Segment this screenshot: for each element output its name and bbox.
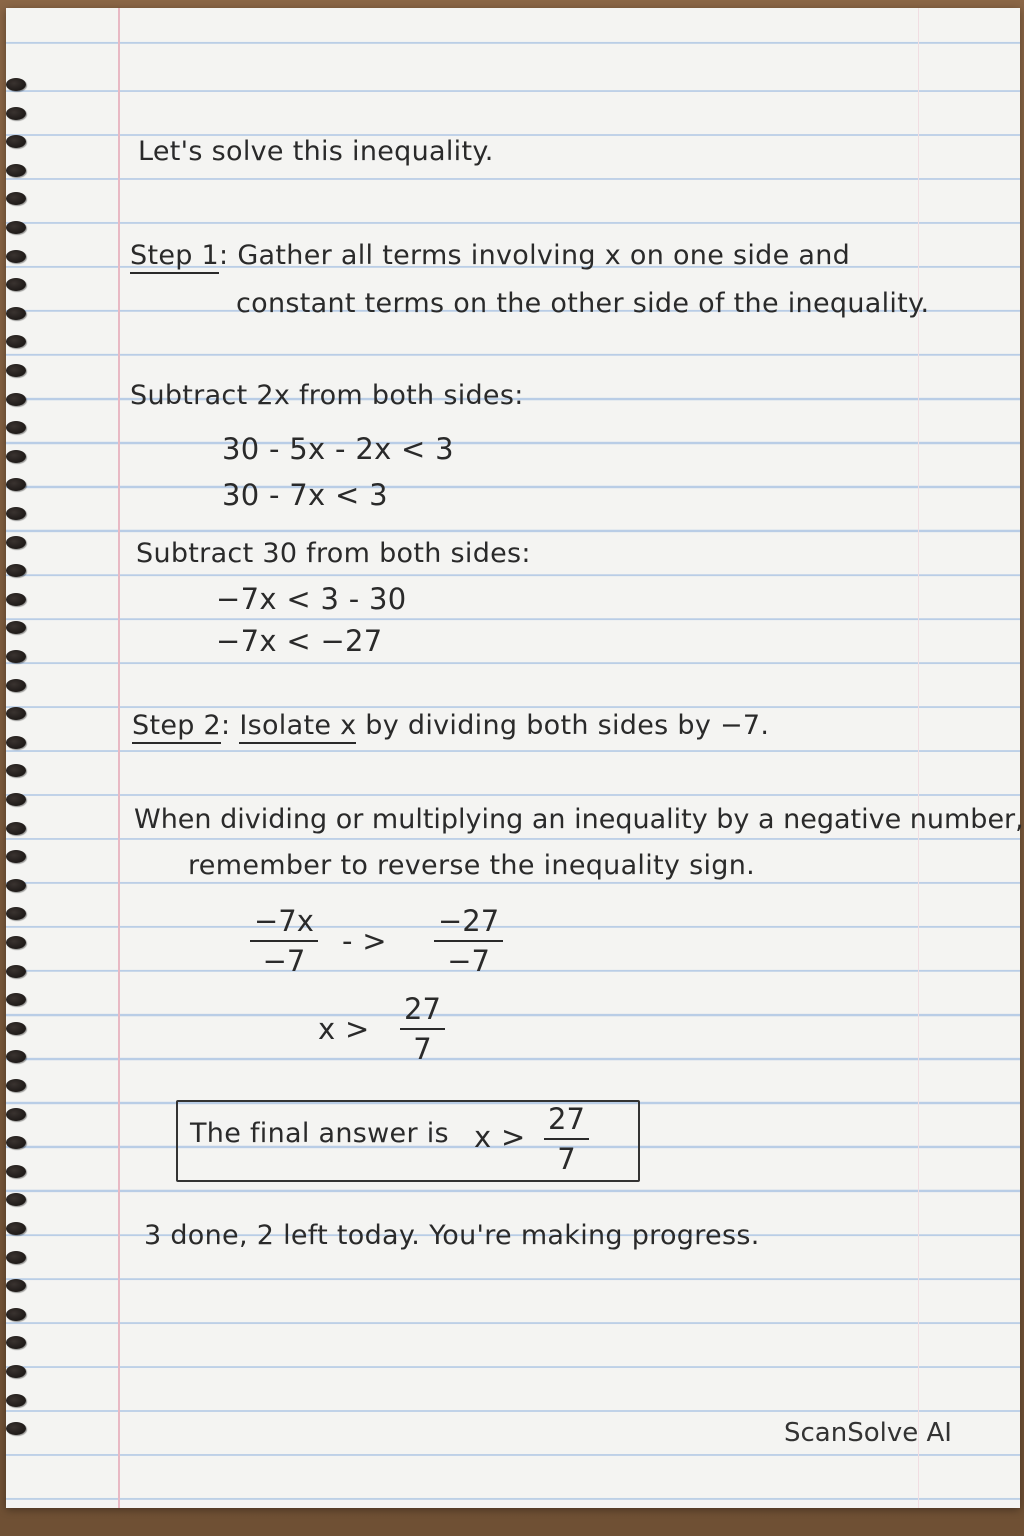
spiral-ring (6, 478, 26, 491)
step1-label: Step 1 (130, 240, 219, 274)
spiral-ring (6, 364, 26, 377)
spiral-ring (6, 1079, 26, 1092)
spiral-ring (6, 135, 26, 148)
spiral-ring (6, 1365, 26, 1378)
spiral-ring (6, 1422, 26, 1435)
spiral-ring (6, 1222, 26, 1235)
brand-watermark: ScanSolve AI (784, 1418, 952, 1448)
final-answer-text: The final answer is (190, 1118, 449, 1149)
rule-line2: remember to reverse the inequality sign. (188, 850, 755, 881)
spiral-ring (6, 564, 26, 577)
spiral-ring (6, 1336, 26, 1349)
fraction-denominator: −7 (447, 944, 490, 978)
spiral-ring (6, 335, 26, 348)
notebook-page (6, 8, 1024, 1508)
spiral-ring (6, 536, 26, 549)
final-answer-fraction (544, 1102, 589, 1176)
subtract-2x-heading: Subtract 2x from both sides: (130, 380, 524, 411)
step2-label: Step 2 (132, 710, 221, 744)
spiral-ring (6, 1279, 26, 1292)
equation-line: 30 - 7x < 3 (222, 478, 388, 512)
spiral-ring (6, 1193, 26, 1206)
spiral-ring (6, 593, 26, 606)
spiral-ring (6, 822, 26, 835)
spiral-ring (6, 879, 26, 892)
fraction-right (434, 904, 503, 978)
spiral-ring (6, 164, 26, 177)
step2-line (132, 710, 769, 741)
spiral-ring (6, 1165, 26, 1178)
spiral-ring (6, 707, 26, 720)
fraction-numerator: 27 (548, 1102, 585, 1136)
rule-line1: When dividing or multiplying an inequality by a negative number, (134, 804, 1024, 835)
spiral-ring (6, 965, 26, 978)
equation-line: −7x < 3 - 30 (216, 582, 407, 616)
step1-text-line1: : Gather all terms involving x on one side and (219, 240, 851, 271)
fraction-numerator: −27 (438, 904, 500, 938)
spiral-ring (6, 1050, 26, 1063)
subtract-30-heading: Subtract 30 from both sides: (136, 538, 531, 569)
spiral-ring (6, 393, 26, 406)
spiral-ring (6, 250, 26, 263)
equation-line: 30 - 5x - 2x < 3 (222, 432, 454, 466)
result-fraction (400, 992, 445, 1066)
margin-line (118, 8, 120, 1508)
step1-text-line2: constant terms on the other side of the inequality. (236, 288, 930, 319)
step2-text: by dividing both sides by −7. (365, 710, 770, 741)
spiral-ring (6, 850, 26, 863)
step2-underlined-text: Isolate x (239, 710, 356, 744)
spiral-ring (6, 1251, 26, 1264)
spiral-ring (6, 1394, 26, 1407)
fraction-numerator: −7x (254, 904, 314, 938)
intro-text: Let's solve this inequality. (138, 136, 494, 167)
fraction-numerator: 27 (404, 992, 441, 1026)
spiral-ring (6, 793, 26, 806)
inequality-sign: - > (342, 924, 387, 958)
fraction-denominator: 7 (557, 1142, 576, 1176)
fraction-left (250, 904, 318, 978)
spiral-ring (6, 621, 26, 634)
spiral-ring (6, 192, 26, 205)
spiral-ring (6, 764, 26, 777)
spiral-ring (6, 421, 26, 434)
spiral-ring (6, 278, 26, 291)
fraction-denominator: 7 (413, 1032, 432, 1066)
spiral-ring (6, 450, 26, 463)
spiral-ring (6, 650, 26, 663)
spiral-ring (6, 1108, 26, 1121)
spiral-ring (6, 936, 26, 949)
spiral-binding (6, 78, 30, 1478)
spiral-ring (6, 107, 26, 120)
spiral-ring (6, 736, 26, 749)
spiral-ring (6, 1136, 26, 1149)
spiral-ring (6, 78, 26, 91)
spiral-ring (6, 221, 26, 234)
step1-line1 (130, 240, 850, 271)
spiral-ring (6, 507, 26, 520)
progress-message: 3 done, 2 left today. You're making progress. (144, 1220, 760, 1251)
spiral-ring (6, 679, 26, 692)
spiral-ring (6, 1022, 26, 1035)
right-margin-line (918, 8, 919, 1508)
spiral-ring (6, 993, 26, 1006)
result-lhs: x > (318, 1012, 370, 1046)
spiral-ring (6, 1308, 26, 1321)
fraction-denominator: −7 (262, 944, 306, 978)
spiral-ring (6, 907, 26, 920)
equation-line: −7x < −27 (216, 624, 383, 658)
spiral-ring (6, 307, 26, 320)
step2-colon: : (221, 710, 231, 741)
final-answer-lhs: x > (474, 1120, 526, 1154)
